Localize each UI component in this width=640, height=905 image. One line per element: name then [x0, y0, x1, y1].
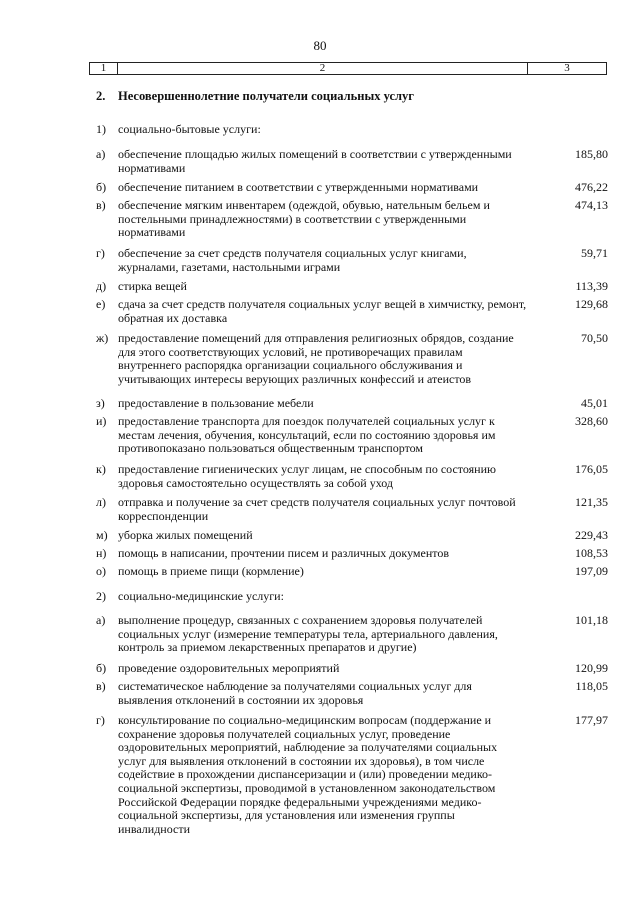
page-number: 80 [313, 38, 327, 53]
item-label: в) [96, 679, 106, 693]
item-value: 121,35 [575, 495, 608, 509]
item-label: г) [96, 246, 105, 260]
item-label: о) [96, 564, 106, 578]
item-value: 120,99 [575, 661, 608, 675]
item-value: 108,53 [575, 546, 608, 560]
item-text: стирка вещей [118, 279, 187, 293]
section-heading [96, 89, 414, 104]
item-label: м) [96, 528, 108, 542]
item-label: и) [96, 414, 107, 428]
item-label: а) [96, 147, 106, 161]
item-value: 118,05 [575, 679, 608, 693]
item-label: б) [96, 180, 107, 194]
item-label: д) [96, 279, 107, 293]
item-text: обеспечение площадью жилых помещений в соответствии с утвержденными нормативами [118, 147, 512, 175]
item-value: 59,71 [581, 246, 608, 260]
item-value: 185,80 [575, 147, 608, 161]
item-label: в) [96, 198, 106, 212]
item-text: обеспечение за счет средств получателя социальных услуг книгами, журналами, газетами, настольными играми [118, 246, 467, 274]
item-text: обеспечение мягким инвентарем (одеждой, обувью, нательным бельем и постельными принадлежностями) в соответствии с утвержденными нормативами [118, 198, 490, 240]
item-label: к) [96, 462, 106, 476]
item-text: систематическое наблюдение за получателями социальных услуг для выявления отклонений в состоянии их здоровья [118, 679, 472, 707]
item-text: отправка и получение за счет средств получателя социальных услуг почтовой корреспонденции [118, 495, 516, 523]
item-label: е) [96, 297, 106, 311]
item-value: 229,43 [575, 528, 608, 542]
column-header-3: 3 [528, 63, 607, 75]
item-text: предоставление в пользование мебели [118, 396, 314, 410]
item-value: 474,13 [575, 198, 608, 212]
column-header-row [89, 62, 607, 75]
item-value: 177,97 [575, 713, 608, 727]
item-label: з) [96, 396, 105, 410]
group-title: социально-медицинские услуги: [118, 589, 284, 603]
item-value: 45,01 [581, 396, 608, 410]
item-label: г) [96, 713, 105, 727]
column-header-2: 2 [118, 63, 528, 75]
item-value: 476,22 [575, 180, 608, 194]
item-value: 328,60 [575, 414, 608, 428]
item-text: проведение оздоровительных мероприятий [118, 661, 340, 675]
item-value: 176,05 [575, 462, 608, 476]
item-text: помощь в написании, прочтении писем и различных документов [118, 546, 450, 560]
item-text: обеспечение питанием в соответствии с утвержденными нормативами [118, 180, 479, 194]
item-text: помощь в приеме пищи (кормление) [118, 564, 304, 578]
item-text: консультирование по социально-медицинским вопросам (поддержание и сохранение здоровья получателей социальных услуг, проведение оздоровительных мероприятий, наблюдение за получателями социальных услуг для выявления отклонений в состоянии их здоровья), в том числе содействие в прохождении диспансеризации и (или) проведении медико-социальной экспертизы, проводимой в установленном законодательством Российской Федерации порядке федеральными учреждениями медико-социальной экспертизы, для установления или изменения группы инвалидности [118, 713, 498, 836]
item-value: 197,09 [575, 564, 608, 578]
item-value: 129,68 [575, 297, 608, 311]
item-label: н) [96, 546, 107, 560]
item-text: сдача за счет средств получателя социальных услуг вещей в химчистку, ремонт, обратная их доставка [118, 297, 527, 325]
section-title: Несовершеннолетние получатели социальных услуг [118, 89, 414, 103]
section-number: 2. [96, 89, 106, 103]
item-text: предоставление помещений для отправления религиозных обрядов, создание для этого соответствующих условий, не противоречащих правилам внутреннего распорядка организации социального обслуживания и учитывающих интересы верующих различных конфессий и атеистов [118, 331, 514, 386]
item-value: 101,18 [575, 613, 608, 627]
item-text: предоставление гигиенических услуг лицам, не способным по состоянию здоровья самостоятельно осуществлять за собой уход [118, 462, 496, 490]
item-label: б) [96, 661, 107, 675]
group-number: 1) [96, 122, 106, 136]
item-text: предоставление транспорта для поездок получателей социальных услуг к местам лечения, обучения, консультаций, если по состоянию здоровья им противопоказано пользоваться общественным транспортом [118, 414, 496, 456]
item-label: ж) [96, 331, 109, 345]
column-header-1: 1 [90, 63, 118, 75]
item-value: 113,39 [575, 279, 608, 293]
item-label: а) [96, 613, 106, 627]
item-value: 70,50 [581, 331, 608, 345]
item-label: л) [96, 495, 106, 509]
group-title: социально-бытовые услуги: [118, 122, 261, 136]
item-text: уборка жилых помещений [118, 528, 253, 542]
group-number: 2) [96, 589, 106, 603]
item-text: выполнение процедур, связанных с сохранением здоровья получателей социальных услуг (измерение температуры тела, артериального давления, контроль за приемом лекарственных препаратов и другие) [118, 613, 498, 655]
